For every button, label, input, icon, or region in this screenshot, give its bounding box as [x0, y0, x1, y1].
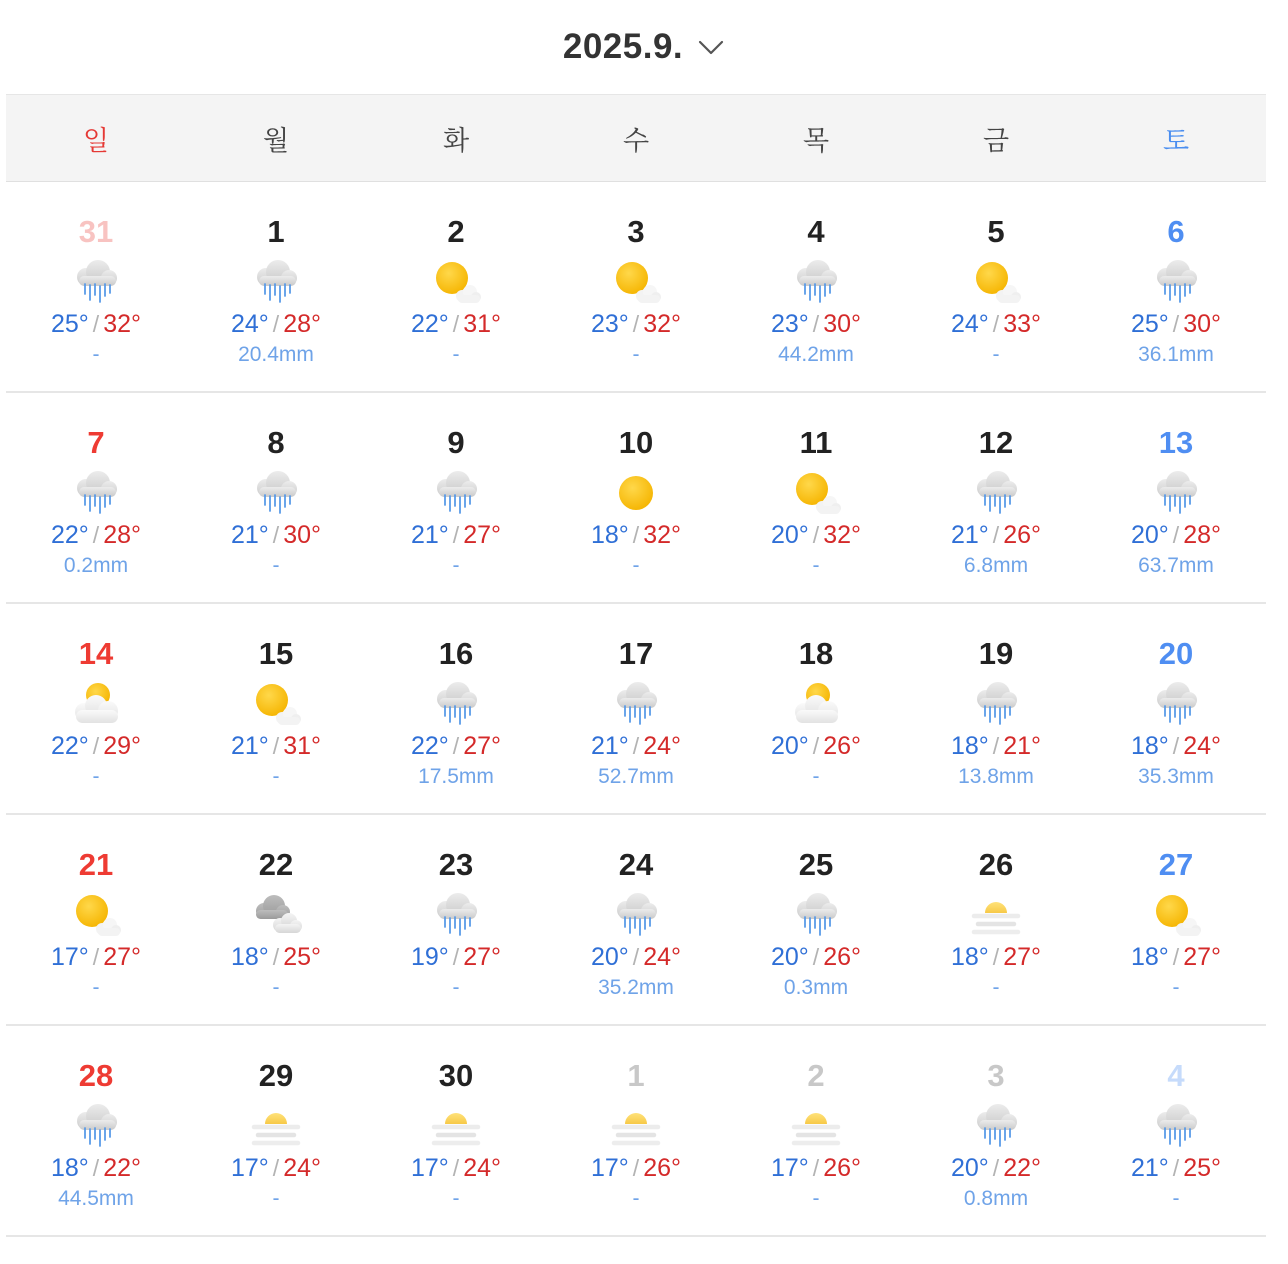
high-temp: 32° [643, 521, 681, 549]
day-cell[interactable] [726, 604, 906, 813]
low-temp: 17° [50, 943, 89, 971]
haze-icon [608, 1102, 664, 1150]
low-temp: 18° [1130, 732, 1169, 760]
low-temp: 22° [50, 521, 89, 549]
temp-separator: / [92, 311, 100, 337]
temp-separator: / [1172, 733, 1180, 759]
day-number: 9 [447, 425, 465, 460]
cloud-sun-icon [68, 680, 124, 728]
day-number: 15 [258, 636, 294, 671]
temperature-range [951, 941, 1041, 973]
temp-separator: / [812, 522, 820, 548]
day-number: 30 [438, 1058, 474, 1093]
high-temp: 25° [1183, 1154, 1221, 1182]
high-temp: 32° [103, 310, 141, 338]
temp-separator: / [812, 311, 820, 337]
month-selector[interactable] [563, 27, 725, 67]
rain-icon [968, 469, 1024, 517]
day-cell[interactable] [546, 604, 726, 813]
temperature-range [1131, 308, 1221, 340]
precipitation: 13.8mm [958, 765, 1034, 788]
calendar-header [0, 0, 1288, 94]
day-number: 11 [799, 425, 833, 460]
day-number: 17 [618, 636, 654, 671]
temperature-range [411, 1152, 501, 1184]
low-temp: 21° [1130, 1154, 1169, 1182]
temperature-range [411, 519, 501, 551]
day-number: 29 [258, 1058, 294, 1093]
temp-separator: / [812, 733, 820, 759]
low-temp: 17° [770, 1154, 809, 1182]
temperature-range [771, 941, 861, 973]
precipitation: - [272, 976, 280, 999]
precipitation: 52.7mm [598, 765, 674, 788]
precipitation: - [812, 554, 820, 577]
rain-icon [1148, 680, 1204, 728]
temp-separator: / [812, 944, 820, 970]
sun-cloud-icon [68, 891, 124, 939]
day-cell[interactable] [546, 182, 726, 391]
rain-icon [428, 680, 484, 728]
day-number: 8 [267, 425, 285, 460]
temp-separator: / [632, 733, 640, 759]
high-temp: 26° [1003, 521, 1041, 549]
high-temp: 30° [823, 310, 861, 338]
calendar-grid [6, 182, 1266, 1237]
high-temp: 26° [823, 1154, 861, 1182]
day-number: 18 [798, 636, 834, 671]
temp-separator: / [1172, 311, 1180, 337]
day-number: 19 [978, 636, 1014, 671]
day-number: 6 [1167, 214, 1185, 249]
sun-cloud-icon [968, 258, 1024, 306]
day-number: 28 [78, 1058, 114, 1093]
month-title: 2025.9. [562, 27, 684, 66]
precipitation: - [992, 976, 1000, 999]
low-temp: 25° [1130, 310, 1169, 338]
high-temp: 22° [103, 1154, 141, 1182]
low-temp: 20° [770, 943, 809, 971]
weekday-label: 목 [802, 125, 830, 156]
high-temp: 27° [1183, 943, 1221, 971]
temperature-range [411, 308, 501, 340]
low-temp: 22° [410, 310, 449, 338]
day-cell[interactable] [186, 604, 366, 813]
low-temp: 21° [590, 732, 629, 760]
high-temp: 32° [643, 310, 681, 338]
day-number: 10 [618, 425, 654, 460]
temp-separator: / [1172, 1155, 1180, 1181]
low-temp: 20° [950, 1154, 989, 1182]
sun-cloud-icon [608, 258, 664, 306]
day-cell[interactable] [546, 815, 726, 1024]
temperature-range [231, 1152, 321, 1184]
chevron-down-icon [697, 33, 725, 61]
temp-separator: / [1172, 944, 1180, 970]
rain-icon [1148, 1102, 1204, 1150]
sun-cloud-icon [1148, 891, 1204, 939]
rain-icon [1148, 258, 1204, 306]
cloud-sun-icon [788, 680, 844, 728]
temperature-range [231, 941, 321, 973]
temperature-range [951, 308, 1041, 340]
day-cell[interactable] [186, 1026, 366, 1235]
day-cell[interactable] [6, 393, 186, 602]
day-cell[interactable] [1086, 393, 1266, 602]
weekday-label: 수 [622, 125, 650, 156]
precipitation: - [92, 765, 100, 788]
precipitation: 35.2mm [598, 976, 674, 999]
weekday-label: 일 [82, 125, 110, 156]
precipitation: 0.3mm [783, 976, 849, 999]
temperature-range [771, 1152, 861, 1184]
day-cell[interactable] [546, 393, 726, 602]
low-temp: 20° [770, 521, 809, 549]
day-number: 2 [447, 214, 465, 249]
temperature-range [591, 519, 681, 551]
temperature-range [591, 730, 681, 762]
sun-icon [608, 469, 664, 517]
rain-icon [68, 469, 124, 517]
temperature-range [1131, 519, 1221, 551]
temp-separator: / [452, 733, 460, 759]
rain-icon [968, 680, 1024, 728]
high-temp: 22° [1003, 1154, 1041, 1182]
temperature-range [231, 730, 321, 762]
day-number: 26 [978, 847, 1014, 882]
low-temp: 20° [590, 943, 629, 971]
temp-separator: / [992, 522, 1000, 548]
rain-icon [248, 469, 304, 517]
high-temp: 26° [823, 943, 861, 971]
day-number: 21 [78, 847, 114, 882]
day-cell[interactable] [1086, 815, 1266, 1024]
precipitation: - [632, 1187, 640, 1210]
precipitation: - [1172, 976, 1180, 999]
low-temp: 22° [50, 732, 89, 760]
high-temp: 24° [643, 732, 681, 760]
day-number: 1 [627, 1058, 645, 1093]
temperature-range [1131, 730, 1221, 762]
precipitation: 63.7mm [1138, 554, 1214, 577]
temperature-range [51, 730, 141, 762]
temp-separator: / [992, 1155, 1000, 1181]
temp-separator: / [812, 1155, 820, 1181]
day-cell[interactable] [906, 1026, 1086, 1235]
day-number: 3 [627, 214, 645, 249]
high-temp: 31° [463, 310, 501, 338]
day-number: 7 [87, 425, 105, 460]
rain-icon [788, 891, 844, 939]
low-temp: 21° [230, 732, 269, 760]
day-number: 2 [807, 1058, 825, 1093]
precipitation: - [272, 554, 280, 577]
rain-icon [248, 258, 304, 306]
precipitation: 44.2mm [778, 343, 854, 366]
day-cell[interactable] [186, 182, 366, 391]
rain-icon [1148, 469, 1204, 517]
day-cell[interactable] [186, 815, 366, 1024]
day-cell[interactable] [366, 182, 546, 391]
high-temp: 24° [283, 1154, 321, 1182]
day-number: 31 [78, 214, 114, 249]
temp-separator: / [92, 522, 100, 548]
rain-icon [428, 469, 484, 517]
high-temp: 28° [103, 521, 141, 549]
haze-icon [788, 1102, 844, 1150]
day-number: 27 [1158, 847, 1194, 882]
precipitation: - [632, 554, 640, 577]
day-number: 4 [1167, 1058, 1185, 1093]
temp-separator: / [272, 733, 280, 759]
high-temp: 28° [283, 310, 321, 338]
low-temp: 22° [410, 732, 449, 760]
low-temp: 17° [590, 1154, 629, 1182]
rain-icon [68, 258, 124, 306]
temp-separator: / [272, 944, 280, 970]
week-row [6, 182, 1266, 393]
weekday-label: 월 [262, 125, 290, 156]
day-cell[interactable] [726, 815, 906, 1024]
day-cell[interactable] [6, 1026, 186, 1235]
low-temp: 23° [770, 310, 809, 338]
day-number: 14 [78, 636, 114, 671]
week-row [6, 815, 1266, 1026]
precipitation: - [992, 343, 1000, 366]
high-temp: 28° [1183, 521, 1221, 549]
temperature-range [51, 308, 141, 340]
low-temp: 18° [50, 1154, 89, 1182]
precipitation: 44.5mm [58, 1187, 134, 1210]
sun-cloud-icon [428, 258, 484, 306]
low-temp: 18° [230, 943, 269, 971]
sun-cloud-icon [248, 680, 304, 728]
day-number: 5 [987, 214, 1005, 249]
day-cell[interactable] [366, 393, 546, 602]
temperature-range [591, 308, 681, 340]
rain-icon [788, 258, 844, 306]
day-cell[interactable] [906, 815, 1086, 1024]
low-temp: 23° [590, 310, 629, 338]
day-cell[interactable] [546, 1026, 726, 1235]
temp-separator: / [452, 522, 460, 548]
high-temp: 25° [283, 943, 321, 971]
precipitation: - [452, 1187, 460, 1210]
high-temp: 27° [463, 521, 501, 549]
precipitation: 0.2mm [63, 554, 129, 577]
precipitation: - [92, 976, 100, 999]
day-number: 22 [258, 847, 294, 882]
temperature-range [591, 1152, 681, 1184]
temp-separator: / [272, 522, 280, 548]
rain-icon [68, 1102, 124, 1150]
haze-icon [428, 1102, 484, 1150]
high-temp: 31° [283, 732, 321, 760]
high-temp: 27° [103, 943, 141, 971]
precipitation: 36.1mm [1138, 343, 1214, 366]
day-number: 1 [267, 214, 285, 249]
week-row [6, 393, 1266, 604]
temp-separator: / [452, 1155, 460, 1181]
week-row [6, 604, 1266, 815]
low-temp: 18° [950, 732, 989, 760]
high-temp: 24° [1183, 732, 1221, 760]
precipitation: 17.5mm [418, 765, 494, 788]
day-cell[interactable] [1086, 182, 1266, 391]
temperature-range [771, 519, 861, 551]
high-temp: 32° [823, 521, 861, 549]
low-temp: 24° [950, 310, 989, 338]
high-temp: 26° [643, 1154, 681, 1182]
temp-separator: / [1172, 522, 1180, 548]
day-cell[interactable] [366, 1026, 546, 1235]
precipitation: 20.4mm [238, 343, 314, 366]
low-temp: 20° [770, 732, 809, 760]
low-temp: 21° [410, 521, 449, 549]
temp-separator: / [452, 311, 460, 337]
low-temp: 21° [950, 521, 989, 549]
precipitation: - [812, 1187, 820, 1210]
precipitation: - [272, 1187, 280, 1210]
temp-separator: / [992, 944, 1000, 970]
precipitation: 6.8mm [963, 554, 1029, 577]
high-temp: 27° [1003, 943, 1041, 971]
temp-separator: / [452, 944, 460, 970]
low-temp: 17° [230, 1154, 269, 1182]
precipitation: 35.3mm [1138, 765, 1214, 788]
precipitation: - [452, 976, 460, 999]
low-temp: 19° [410, 943, 449, 971]
haze-icon [968, 891, 1024, 939]
sun-cloud-icon [788, 469, 844, 517]
temperature-range [951, 519, 1041, 551]
day-cell[interactable] [6, 182, 186, 391]
high-temp: 27° [463, 943, 501, 971]
low-temp: 24° [230, 310, 269, 338]
weekday-label: 토 [1162, 125, 1190, 156]
low-temp: 18° [1130, 943, 1169, 971]
precipitation: - [812, 765, 820, 788]
rain-icon [608, 891, 664, 939]
precipitation: - [452, 554, 460, 577]
precipitation: - [1172, 1187, 1180, 1210]
rain-icon [968, 1102, 1024, 1150]
temp-separator: / [632, 1155, 640, 1181]
day-cell[interactable] [6, 815, 186, 1024]
rain-icon [608, 680, 664, 728]
day-number: 20 [1158, 636, 1194, 671]
day-cell[interactable] [906, 604, 1086, 813]
day-cell[interactable] [1086, 604, 1266, 813]
day-number: 23 [438, 847, 474, 882]
day-cell[interactable] [1086, 1026, 1266, 1235]
temp-separator: / [272, 1155, 280, 1181]
temp-separator: / [992, 311, 1000, 337]
day-cell[interactable] [366, 815, 546, 1024]
high-temp: 24° [643, 943, 681, 971]
temperature-range [591, 941, 681, 973]
precipitation: - [452, 343, 460, 366]
day-cell[interactable] [726, 393, 906, 602]
day-number: 13 [1158, 425, 1194, 460]
temperature-range [1131, 941, 1221, 973]
weekday-label: 금 [982, 125, 1010, 156]
high-temp: 30° [1183, 310, 1221, 338]
day-cell[interactable] [6, 604, 186, 813]
precipitation: 0.8mm [963, 1187, 1029, 1210]
day-cell[interactable] [726, 1026, 906, 1235]
day-cell[interactable] [906, 182, 1086, 391]
temperature-range [771, 730, 861, 762]
temp-separator: / [632, 311, 640, 337]
day-cell[interactable] [366, 604, 546, 813]
precipitation: - [272, 765, 280, 788]
temperature-range [51, 1152, 141, 1184]
temperature-range [231, 519, 321, 551]
low-temp: 20° [1130, 521, 1169, 549]
low-temp: 17° [410, 1154, 449, 1182]
high-temp: 29° [103, 732, 141, 760]
temp-separator: / [92, 1155, 100, 1181]
weekday-label: 화 [442, 125, 470, 156]
high-temp: 33° [1003, 310, 1041, 338]
day-cell[interactable] [726, 182, 906, 391]
day-number: 12 [978, 425, 1014, 460]
temp-separator: / [92, 944, 100, 970]
weekday-header [6, 94, 1266, 182]
day-cell[interactable] [906, 393, 1086, 602]
high-temp: 30° [283, 521, 321, 549]
temperature-range [1131, 1152, 1221, 1184]
temperature-range [51, 519, 141, 551]
low-temp: 21° [230, 521, 269, 549]
low-temp: 18° [590, 521, 629, 549]
cloudy-icon [248, 891, 304, 939]
temperature-range [411, 730, 501, 762]
week-row [6, 1026, 1266, 1237]
precipitation: - [632, 343, 640, 366]
day-number: 25 [798, 847, 834, 882]
temp-separator: / [632, 944, 640, 970]
low-temp: 18° [950, 943, 989, 971]
temperature-range [771, 308, 861, 340]
precipitation: - [92, 343, 100, 366]
temperature-range [951, 730, 1041, 762]
temperature-range [411, 941, 501, 973]
high-temp: 24° [463, 1154, 501, 1182]
high-temp: 26° [823, 732, 861, 760]
high-temp: 27° [463, 732, 501, 760]
day-number: 3 [987, 1058, 1005, 1093]
day-number: 4 [807, 214, 825, 249]
day-number: 16 [438, 636, 474, 671]
day-cell[interactable] [186, 393, 366, 602]
low-temp: 25° [50, 310, 89, 338]
temp-separator: / [992, 733, 1000, 759]
temperature-range [51, 941, 141, 973]
temp-separator: / [272, 311, 280, 337]
day-number: 24 [618, 847, 654, 882]
rain-icon [428, 891, 484, 939]
temp-separator: / [92, 733, 100, 759]
temperature-range [231, 308, 321, 340]
temp-separator: / [632, 522, 640, 548]
high-temp: 21° [1003, 732, 1041, 760]
temperature-range [951, 1152, 1041, 1184]
haze-icon [248, 1102, 304, 1150]
